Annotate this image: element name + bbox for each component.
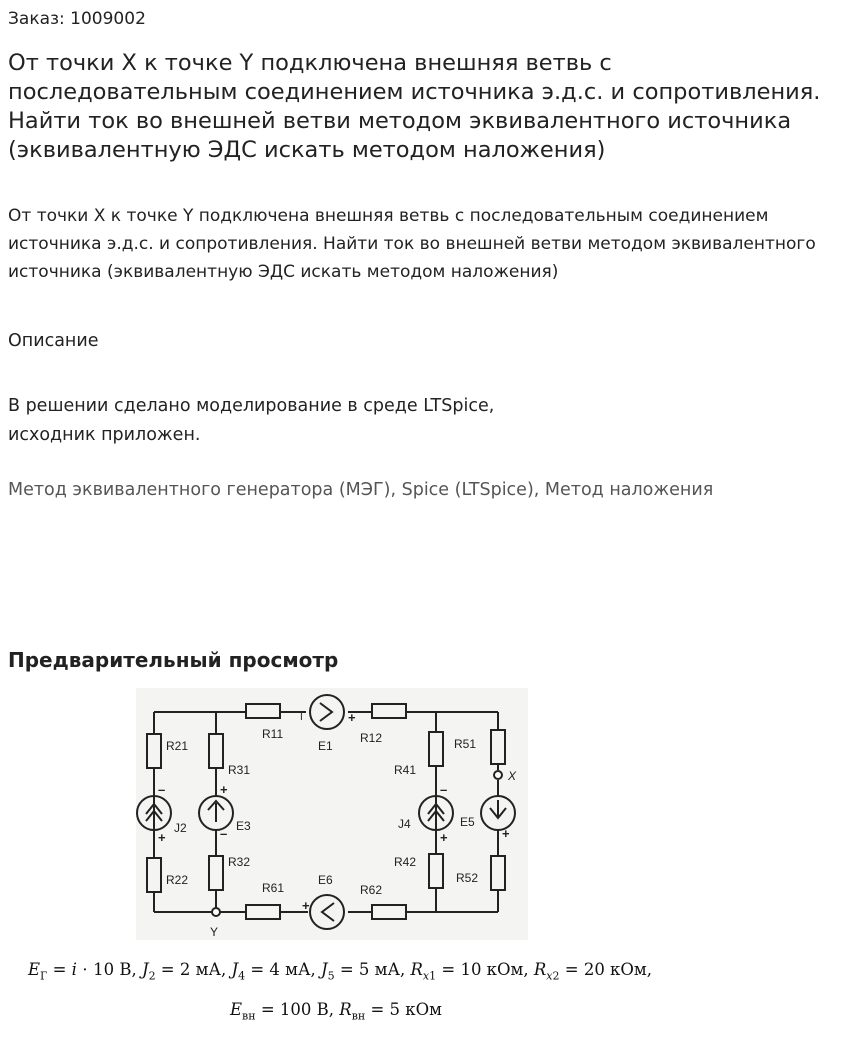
label-r12: R12 bbox=[360, 731, 383, 745]
formula-rx1-value: = 10 кОм, bbox=[436, 960, 534, 979]
task-title: От точки X к точке Y подключена внешняя ветвь с последовательным соединением источника э.д.с. и сопротивления. Найти ток во внешней ветви методом эквивалентного источника (эквивалентную ЭДС искать методом наложения) bbox=[8, 50, 821, 163]
label-e5: E5 bbox=[460, 815, 475, 829]
svg-text:+: + bbox=[502, 826, 510, 841]
label-r62: R62 bbox=[360, 883, 383, 897]
formula-rx2-symbol: 𝑅 bbox=[533, 960, 547, 979]
label-j4: J4 bbox=[398, 817, 411, 831]
svg-text:+: + bbox=[348, 710, 356, 725]
formula-rvn-sub: вн bbox=[351, 1009, 366, 1023]
preview-heading: Предварительный просмотр bbox=[8, 648, 339, 672]
formula-rx1-sub: 𝑥1 bbox=[422, 969, 437, 983]
svg-text:+: + bbox=[440, 830, 448, 845]
label-r32: R32 bbox=[228, 855, 251, 869]
label-r22: R22 bbox=[166, 873, 189, 887]
label-i-top: I bbox=[300, 712, 303, 723]
circuit-scheme-image bbox=[136, 688, 528, 940]
svg-text:–: – bbox=[220, 826, 228, 841]
formula-j2-symbol: 𝐽 bbox=[141, 960, 149, 979]
label-e3: E3 bbox=[236, 819, 251, 833]
tags-line: Метод эквивалентного генератора (МЭГ), Spice (LTSpice), Метод наложения bbox=[8, 480, 714, 500]
given-values-line-2 bbox=[230, 1000, 442, 1022]
formula-rx2-sub: 𝑥2 bbox=[546, 969, 560, 983]
formula-j5-value: = 5 мА, bbox=[334, 960, 411, 979]
formula-rvn-symbol: 𝑅 bbox=[339, 1000, 352, 1019]
label-j2: J2 bbox=[174, 821, 187, 835]
label-r61: R61 bbox=[262, 881, 285, 895]
label-r52: R52 bbox=[456, 871, 479, 885]
svg-text:–: – bbox=[158, 782, 166, 797]
description-section-label: Описание bbox=[8, 331, 99, 351]
formula-rx1-symbol: 𝑅 bbox=[410, 960, 423, 979]
formula-j5-sub: 5 bbox=[327, 969, 335, 983]
given-values-line-1 bbox=[28, 960, 652, 982]
label-r21: R21 bbox=[166, 739, 189, 753]
label-r51: R51 bbox=[454, 737, 477, 751]
formula-j4-sub: 4 bbox=[238, 969, 246, 983]
formula-j5-symbol: 𝐽 bbox=[320, 960, 328, 979]
circuit-scheme-svg bbox=[136, 688, 528, 940]
label-x: X bbox=[508, 769, 517, 783]
order-number: Заказ: 1009002 bbox=[8, 9, 146, 29]
svg-text:+: + bbox=[220, 782, 228, 797]
formula-j2-sub: 2 bbox=[148, 969, 156, 983]
label-r41: R41 bbox=[394, 763, 417, 777]
svg-text:–: – bbox=[440, 782, 448, 797]
label-r11: R11 bbox=[262, 727, 284, 741]
task-description: От точки X к точке Y подключена внешняя ветвь с последовательным соединением источника э.д.с. и сопротивления. Найти ток во внешней ветви методом эквивалентного источника (эквивалентную ЭДС искать методом наложения) bbox=[8, 206, 816, 282]
formula-e-sub: Г bbox=[40, 969, 48, 983]
svg-text:+: + bbox=[158, 830, 166, 845]
formula-j4-symbol: 𝐽 bbox=[231, 960, 239, 979]
label-e1: E1 bbox=[318, 739, 333, 753]
formula-evn-value: = 100 В, bbox=[255, 1000, 340, 1019]
formula-rx2-value: = 20 кОм, bbox=[559, 960, 652, 979]
formula-evn-symbol: 𝐸 bbox=[230, 1000, 243, 1019]
label-e6: E6 bbox=[318, 873, 333, 887]
svg-text:+: + bbox=[302, 898, 310, 913]
description-line-2: исходник приложен. bbox=[8, 424, 201, 445]
label-r42: R42 bbox=[394, 855, 417, 869]
formula-e-value: = 𝑖 ⋅ 10 В, bbox=[47, 960, 142, 979]
formula-rvn-value: = 5 кОм bbox=[365, 1000, 442, 1019]
formula-e-symbol: 𝐸 bbox=[28, 960, 41, 979]
formula-evn-sub: вн bbox=[242, 1009, 256, 1023]
formula-j4-value: = 4 мА, bbox=[245, 960, 321, 979]
label-y: Y bbox=[210, 925, 219, 939]
description-line-1: В решении сделано моделирование в среде LTSpice, bbox=[8, 396, 495, 416]
formula-j2-value: = 2 мА, bbox=[155, 960, 232, 979]
description-text bbox=[8, 392, 708, 449]
label-r31: R31 bbox=[228, 763, 251, 777]
